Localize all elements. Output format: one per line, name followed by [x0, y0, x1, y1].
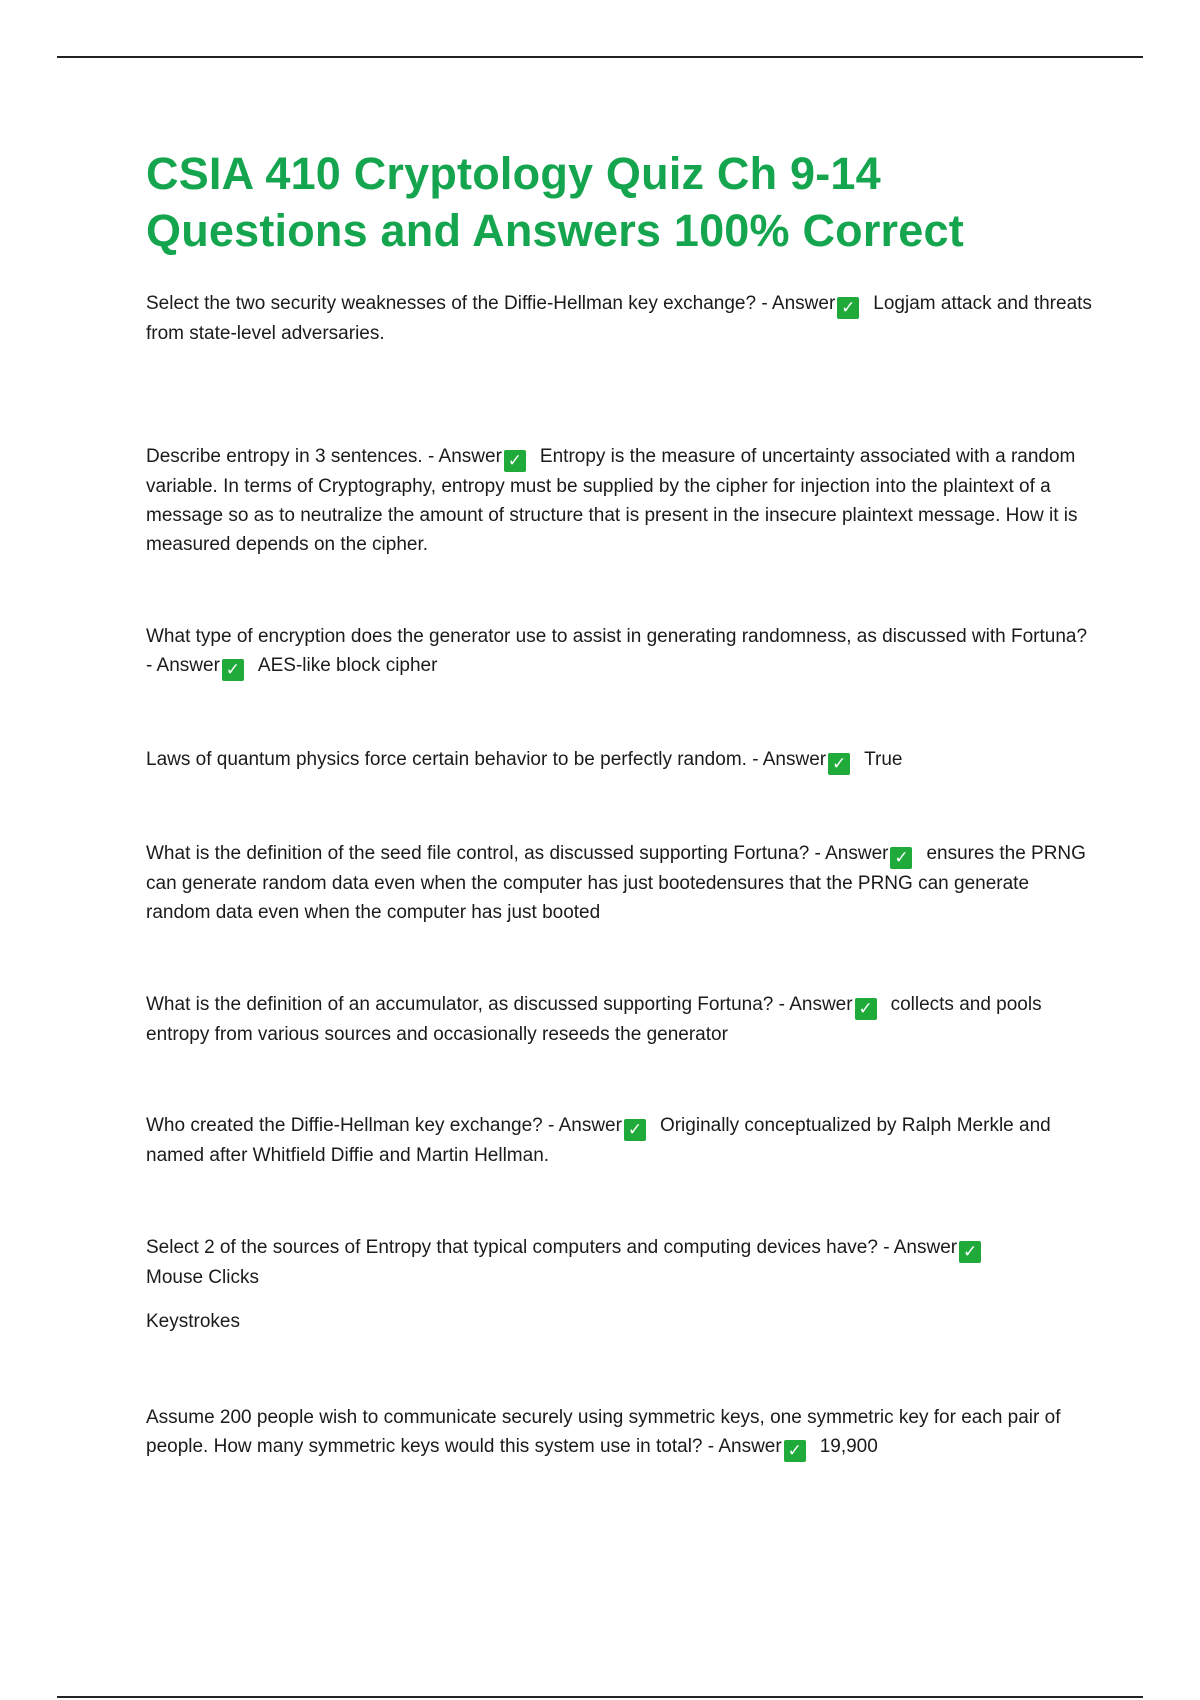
qa-item [146, 1111, 1096, 1170]
qa-item [146, 622, 1096, 681]
answer-marker: - Answer [814, 843, 889, 864]
title-line-1: CSIA 410 Cryptology Quiz Ch 9-14 [146, 148, 881, 199]
check-mark-icon: ✓ [504, 450, 526, 472]
qa-item [146, 1403, 1096, 1462]
answer-marker: - Answer [761, 293, 836, 314]
answer-marker: - Answer [428, 446, 502, 467]
qa-item [146, 990, 1096, 1049]
qa-item [146, 442, 1096, 559]
title-line-2: Questions and Answers 100% Correct [146, 205, 964, 256]
answer-text: Logjam attack and threats from state-level adversaries. [146, 293, 1092, 344]
answer-text: Entropy is the measure of uncertainty associated with a random variable. In terms of Cryptography, entropy must be supplied by the cipher for injection into the plaintext of a message so as to neutralize the amount of structure that is present in the insecure plaintext message. How it is measured depends on the cipher. [146, 446, 1078, 555]
document-title [146, 145, 1096, 259]
answer-marker: - Answer [778, 994, 853, 1015]
answer-text: AES-like block cipher [257, 655, 438, 676]
answer-marker: - Answer [146, 655, 220, 676]
check-mark-icon: ✓ [837, 297, 859, 319]
answer-marker: - Answer [752, 749, 827, 770]
top-rule [57, 56, 1143, 58]
qa-item [146, 1233, 1096, 1292]
document-body [146, 145, 1096, 1462]
qa-item [146, 839, 1096, 927]
check-mark-icon: ✓ [784, 1440, 806, 1462]
answer-marker: - Answer [707, 1436, 782, 1457]
check-mark-icon: ✓ [624, 1119, 646, 1141]
answer-text: 19,900 [819, 1436, 878, 1457]
question-text: Select the two security weaknesses of the Diffie-Hellman key exchange? [146, 293, 757, 314]
check-mark-icon: ✓ [222, 659, 244, 681]
check-mark-icon: ✓ [959, 1241, 981, 1263]
question-text: What is the definition of the seed file control, as discussed supporting Fortuna? [146, 843, 810, 864]
question-text: What is the definition of an accumulator, as discussed supporting Fortuna? [146, 994, 774, 1015]
answer-text: ensures the PRNG can generate random data even when the computer has just bootedensures that the PRNG can generate random data even when the computer has just booted [146, 843, 1086, 923]
question-text: Laws of quantum physics force certain behavior to be perfectly random. [146, 749, 747, 770]
answer-marker: - Answer [548, 1115, 622, 1136]
check-mark-icon: ✓ [855, 998, 877, 1020]
answer-text: Originally conceptualized by Ralph Merkle and named after Whitfield Diffie and Martin Hellman. [146, 1115, 1051, 1166]
answer-text: collects and pools entropy from various sources and occasionally reseeds the generator [146, 994, 1042, 1045]
question-text: Assume 200 people wish to communicate securely using symmetric keys, one symmetric key for each pair of people. How many symmetric keys would this system use in total? [146, 1407, 1061, 1457]
check-mark-icon: ✓ [828, 753, 850, 775]
bottom-rule [57, 1696, 1143, 1698]
answer-text: True [864, 749, 903, 770]
question-text: What type of encryption does the generator use to assist in generating randomness, as discussed with Fortuna? [146, 626, 1088, 647]
check-mark-icon: ✓ [890, 847, 912, 869]
question-text: Describe entropy in 3 sentences. [146, 446, 423, 467]
qa-extra-answer: Keystrokes [146, 1311, 240, 1332]
answer-marker: - Answer [883, 1237, 958, 1258]
answer-text: Mouse Clicks [146, 1267, 259, 1288]
question-text: Who created the Diffie-Hellman key exchange? [146, 1115, 543, 1136]
question-text: Select 2 of the sources of Entropy that typical computers and computing devices have? [146, 1237, 878, 1258]
qa-item [146, 289, 1096, 348]
qa-item [146, 745, 1096, 775]
